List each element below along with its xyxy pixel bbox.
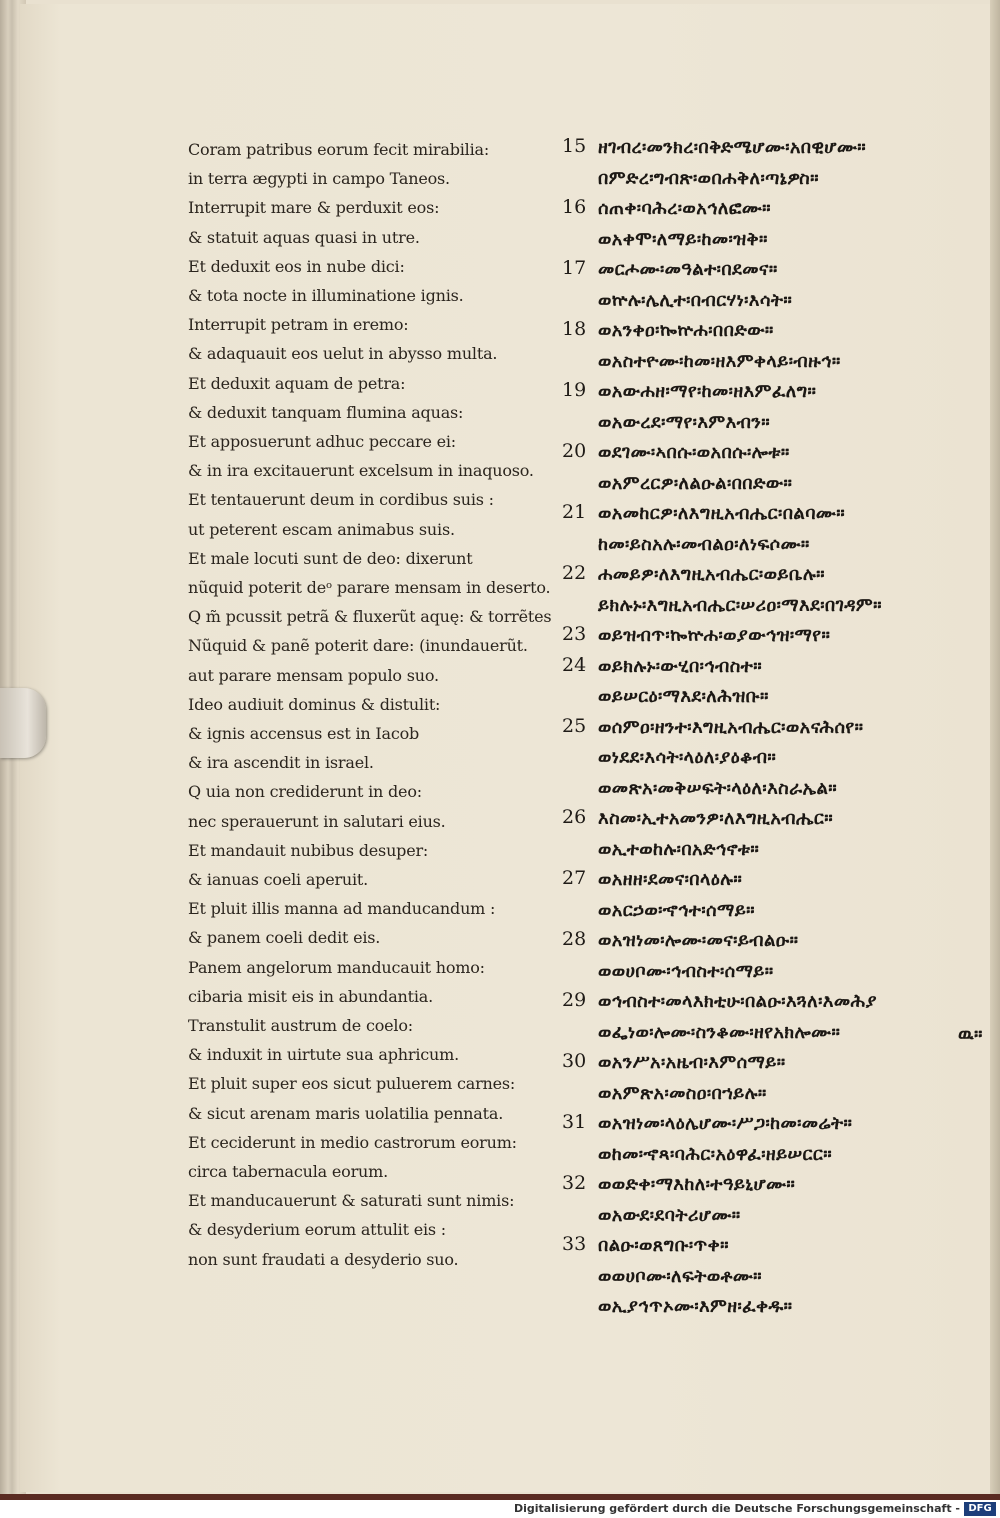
- verse-number: 33: [562, 1233, 587, 1255]
- verse-number: 18: [562, 318, 587, 340]
- verse-number: 27: [562, 867, 587, 889]
- dfg-logo: DFG: [964, 1502, 996, 1516]
- page-right-edge: [990, 0, 1000, 1500]
- geez-text-line: መርሖሙ፡መዓልተ፡በደመና።: [598, 259, 778, 280]
- latin-text-line: & desyderium eorum attulit eis :: [188, 1220, 446, 1240]
- geez-text-line: ወይክሉኑ፡ውሂበ፡ኅብስተ።: [598, 655, 763, 677]
- geez-text-line: ሐመይዎ፡ለእግዚአብሔር፡ወይቤሉ።: [598, 564, 825, 585]
- latin-text-line: & ignis accensus est in Iacob: [188, 724, 420, 743]
- geez-text-line: ወደገሙ፡ኣበሱ፡ወአበሱ፡ሎቱ።: [598, 442, 790, 463]
- latin-text-line: Et apposuerunt adhuc peccare ei:: [188, 432, 456, 451]
- latin-text-line: & panem coeli dedit eis.: [188, 928, 381, 948]
- geez-text-line: ወአውደ፡ደባትሪሆሙ።: [598, 1204, 741, 1226]
- verse-number: 17: [562, 257, 587, 279]
- latin-text-line: Ideo audiuit dominus & distulit:: [188, 694, 441, 714]
- geez-text-line: ወኵሉ፡ሌሊተ፡በብርሃነ፡እሳት።: [598, 289, 793, 311]
- latin-text-line: & ira ascendit in israel.: [188, 753, 374, 773]
- latin-text-line: Q m̃ pcussit petrã & fluxerũt aquę: & torrẽtes: [188, 607, 552, 627]
- geez-text-line: ወአቀሞ፡ለማይ፡ከመ፡ዝቅ።: [598, 228, 768, 250]
- geez-text-line: ወወሀቦሙ፡ኅብስተ፡ሰማይ።: [598, 960, 774, 982]
- latin-text-line: Nũquid & panẽ poterit dare: (inundauerũt.: [188, 636, 528, 656]
- verse-number: 16: [562, 196, 587, 218]
- digitization-footer: [0, 1500, 1000, 1518]
- verse-number: 32: [562, 1172, 587, 1194]
- latin-text-line: ut peterent escam animabus suis.: [188, 519, 455, 539]
- geez-text-line: ወኢያኅጥኦሙ፡እምዘ፡ፈቀዱ።: [598, 1296, 793, 1317]
- geez-text-line: ወመጽአ፡መቅሠፍት፡ላዕለ፡እስራኤል።: [598, 777, 838, 799]
- geez-text-line: ወአምጽአ፡መስዐ፡በኀይሉ።: [598, 1082, 767, 1104]
- latin-text-line: cibaria misit eis in abundantia.: [188, 986, 434, 1006]
- latin-text-line: Et manducauerunt & saturati sunt nimis:: [188, 1191, 515, 1211]
- geez-text-line: ይክሉኑ፡እግዚአብሔር፡ሠሪዐ፡ማእደ፡በገዳም።: [598, 594, 882, 616]
- geez-text-line: ወነደደ፡እሳት፡ላዕለ፡ያዕቆብ።: [598, 747, 777, 768]
- geez-text-line: እስመ፡ኢተአመንዎ፡ለእግዚአብሔር።: [598, 808, 834, 829]
- latin-text-line: & deduxit tanquam flumina aquas:: [188, 402, 464, 422]
- geez-text-line: ወአውሐዘ፡ማየ፡ከመ፡ዘእምፈለግ።: [598, 381, 817, 402]
- latin-text-line: & statuit aquas quasi in utre.: [188, 227, 420, 247]
- geez-text-line: ወአመከርዎ፡ለእግዚአብሔር፡በልባሙ።: [598, 503, 846, 524]
- latin-text-line: Panem angelorum manducauit homo:: [188, 957, 485, 977]
- verse-number: 19: [562, 379, 587, 401]
- geez-text-line: ወኢተወከሉ፡በአድኅኖቱ።: [598, 838, 760, 860]
- geez-text-line: ሰጠቀ፡ባሕረ፡ወአኅለፎሙ።: [598, 198, 771, 219]
- verse-number: 28: [562, 928, 587, 950]
- verse-number: 31: [562, 1111, 587, 1133]
- geez-text-line: ወአውረደ፡ማየ፡እምእብን።: [598, 411, 771, 433]
- geez-text-line: ወአንሥአ፡አዜብ፡እምሰማይ።: [598, 1052, 786, 1073]
- geez-text-line: ወፌነወ፡ሎሙ፡ስንቆሙ፡ዘየአክሎሙ።: [598, 1021, 841, 1043]
- geez-text-line: ወአዝነመ፡ላዕሌሆሙ፡ሥጋ፡ከመ፡መሬት።: [598, 1113, 853, 1134]
- verse-number: 22: [562, 562, 587, 584]
- latin-text-line: aut parare mensam populo suo.: [188, 665, 439, 685]
- latin-text-line: Et deduxit aquam de petra:: [188, 373, 406, 393]
- page-clip: [0, 688, 46, 758]
- geez-text-line: ወኅብስተ፡መላእክቲሁ፡በልዑ፡እጓለ፡እመሕያ: [598, 991, 877, 1012]
- verse-number: 24: [562, 653, 587, 676]
- latin-text-line: & induxit in uirtute sua aphricum.: [188, 1045, 459, 1065]
- geez-text-line: ዘገብረ፡መንክረ፡በቅድሜሆሙ፡አበዊሆሙ።: [598, 137, 867, 158]
- verse-number: 25: [562, 714, 587, 737]
- geez-text-line: ወይሠርዕ፡ማእደ፡ለሕዝቡ።: [598, 686, 769, 707]
- verse-number: 20: [562, 440, 587, 462]
- geez-text-line: ወአዝነመ፡ሎሙ፡መና፡ይብልዑ።: [598, 930, 799, 951]
- latin-text-line: Et tentauerunt deum in cordibus suis :: [188, 490, 494, 510]
- verse-number: 30: [562, 1050, 587, 1072]
- geez-text-line: ወይዝብጥ፡ኰኵሐ፡ወያውኅዝ፡ማየ።: [598, 625, 831, 646]
- geez-text-line: ወሰምዐ፡ዘንተ፡እግዚአብሔር፡ወአናሕሰየ።: [598, 716, 864, 738]
- latin-text-line: Interrupit mare & perduxit eos:: [188, 198, 440, 218]
- latin-text-line: Et deduxit eos in nube dici:: [188, 256, 405, 276]
- geez-text-line: ወአስተዮሙ፡ከመ፡ዘእምቀላይ፡ብዙኅ።: [598, 350, 841, 372]
- latin-text-line: Interrupit petram in eremo:: [188, 315, 409, 335]
- geez-text-line: ወወሀቦሙ፡ለፍትወቶሙ።: [598, 1265, 762, 1287]
- verse-number: 21: [562, 501, 587, 523]
- geez-text-line: ወአምረርዎ፡ለልዑል፡በበድው።: [598, 472, 793, 494]
- geez-text-line: ወአዘዘ፡ደመና፡በላዕሉ።: [598, 869, 743, 890]
- latin-text-line: & ianuas coeli aperuit.: [188, 870, 369, 889]
- latin-text-line: Et pluit super eos sicut puluerem carnes:: [188, 1074, 516, 1094]
- verse-number: 23: [562, 623, 587, 645]
- geez-text-line: ከመ፡ይስአሉ፡መብልዐ፡ለነፍሶሙ።: [598, 533, 810, 555]
- latin-text-line: Et ceciderunt in medio castrorum eorum:: [188, 1132, 517, 1152]
- latin-text-line: Coram patribus eorum fecit mirabilia:: [188, 140, 490, 159]
- latin-text-line: Et mandauit nubibus desuper:: [188, 840, 429, 860]
- geez-text-line: በምድረ፡ግብጽ፡ወበሐቅለ፡ጣኔዎስ።: [598, 167, 819, 189]
- latin-text-line: Q uia non crediderunt in deo:: [188, 782, 422, 802]
- latin-text-line: & in ira excitauerunt excelsum in inaquoso.: [188, 461, 534, 481]
- geez-text-line: ወአርኃወ፡ኆኅተ፡ሰማይ።: [598, 899, 755, 921]
- geez-text-line: በልዑ፡ወጸግቡ፡ጥቀ።: [598, 1235, 729, 1256]
- latin-text-line: & sicut arenam maris uolatilia pennata.: [188, 1103, 504, 1123]
- geez-text-line: ወወድቀ፡ማእከለ፡ተዓይኒሆሙ።: [598, 1174, 796, 1195]
- latin-text-line: circa tabernacula eorum.: [188, 1162, 389, 1181]
- book-page: [20, 4, 992, 1492]
- verse-number: 15: [562, 135, 587, 157]
- latin-text-line: non sunt fraudati a desyderio suo.: [188, 1249, 459, 1269]
- latin-text-line: in terra ægypti in campo Taneos.: [188, 169, 450, 189]
- latin-text-line: & tota nocte in illuminatione ignis.: [188, 286, 464, 305]
- verse-number: 26: [562, 806, 587, 828]
- geez-text-line: ወአንቀዐ፡ኰኵሐ፡በበድው።: [598, 320, 774, 341]
- latin-text-line: & adaquauit eos uelut in abysso multa.: [188, 344, 498, 364]
- latin-text-line: Et pluit illis manna ad manducandum :: [188, 899, 496, 919]
- geez-line-continuation: ዉ።: [958, 1023, 983, 1045]
- latin-text-line: nũquid poterit deᵒ parare mensam in deserto.: [188, 578, 551, 597]
- latin-text-line: Transtulit austrum de coelo:: [188, 1016, 413, 1035]
- geez-text-line: ወከመ፡ኆጻ፡ባሕር፡አዕዋፈ፡ዘይሠርር።: [598, 1143, 833, 1165]
- verse-number: 29: [562, 989, 587, 1011]
- footer-credit-text: Digitalisierung gefördert durch die Deutsche Forschungsgemeinschaft -: [513, 1502, 960, 1515]
- latin-text-line: nec sperauerunt in salutari eius.: [188, 811, 446, 831]
- latin-text-line: Et male locuti sunt de deo: dixerunt: [188, 548, 473, 568]
